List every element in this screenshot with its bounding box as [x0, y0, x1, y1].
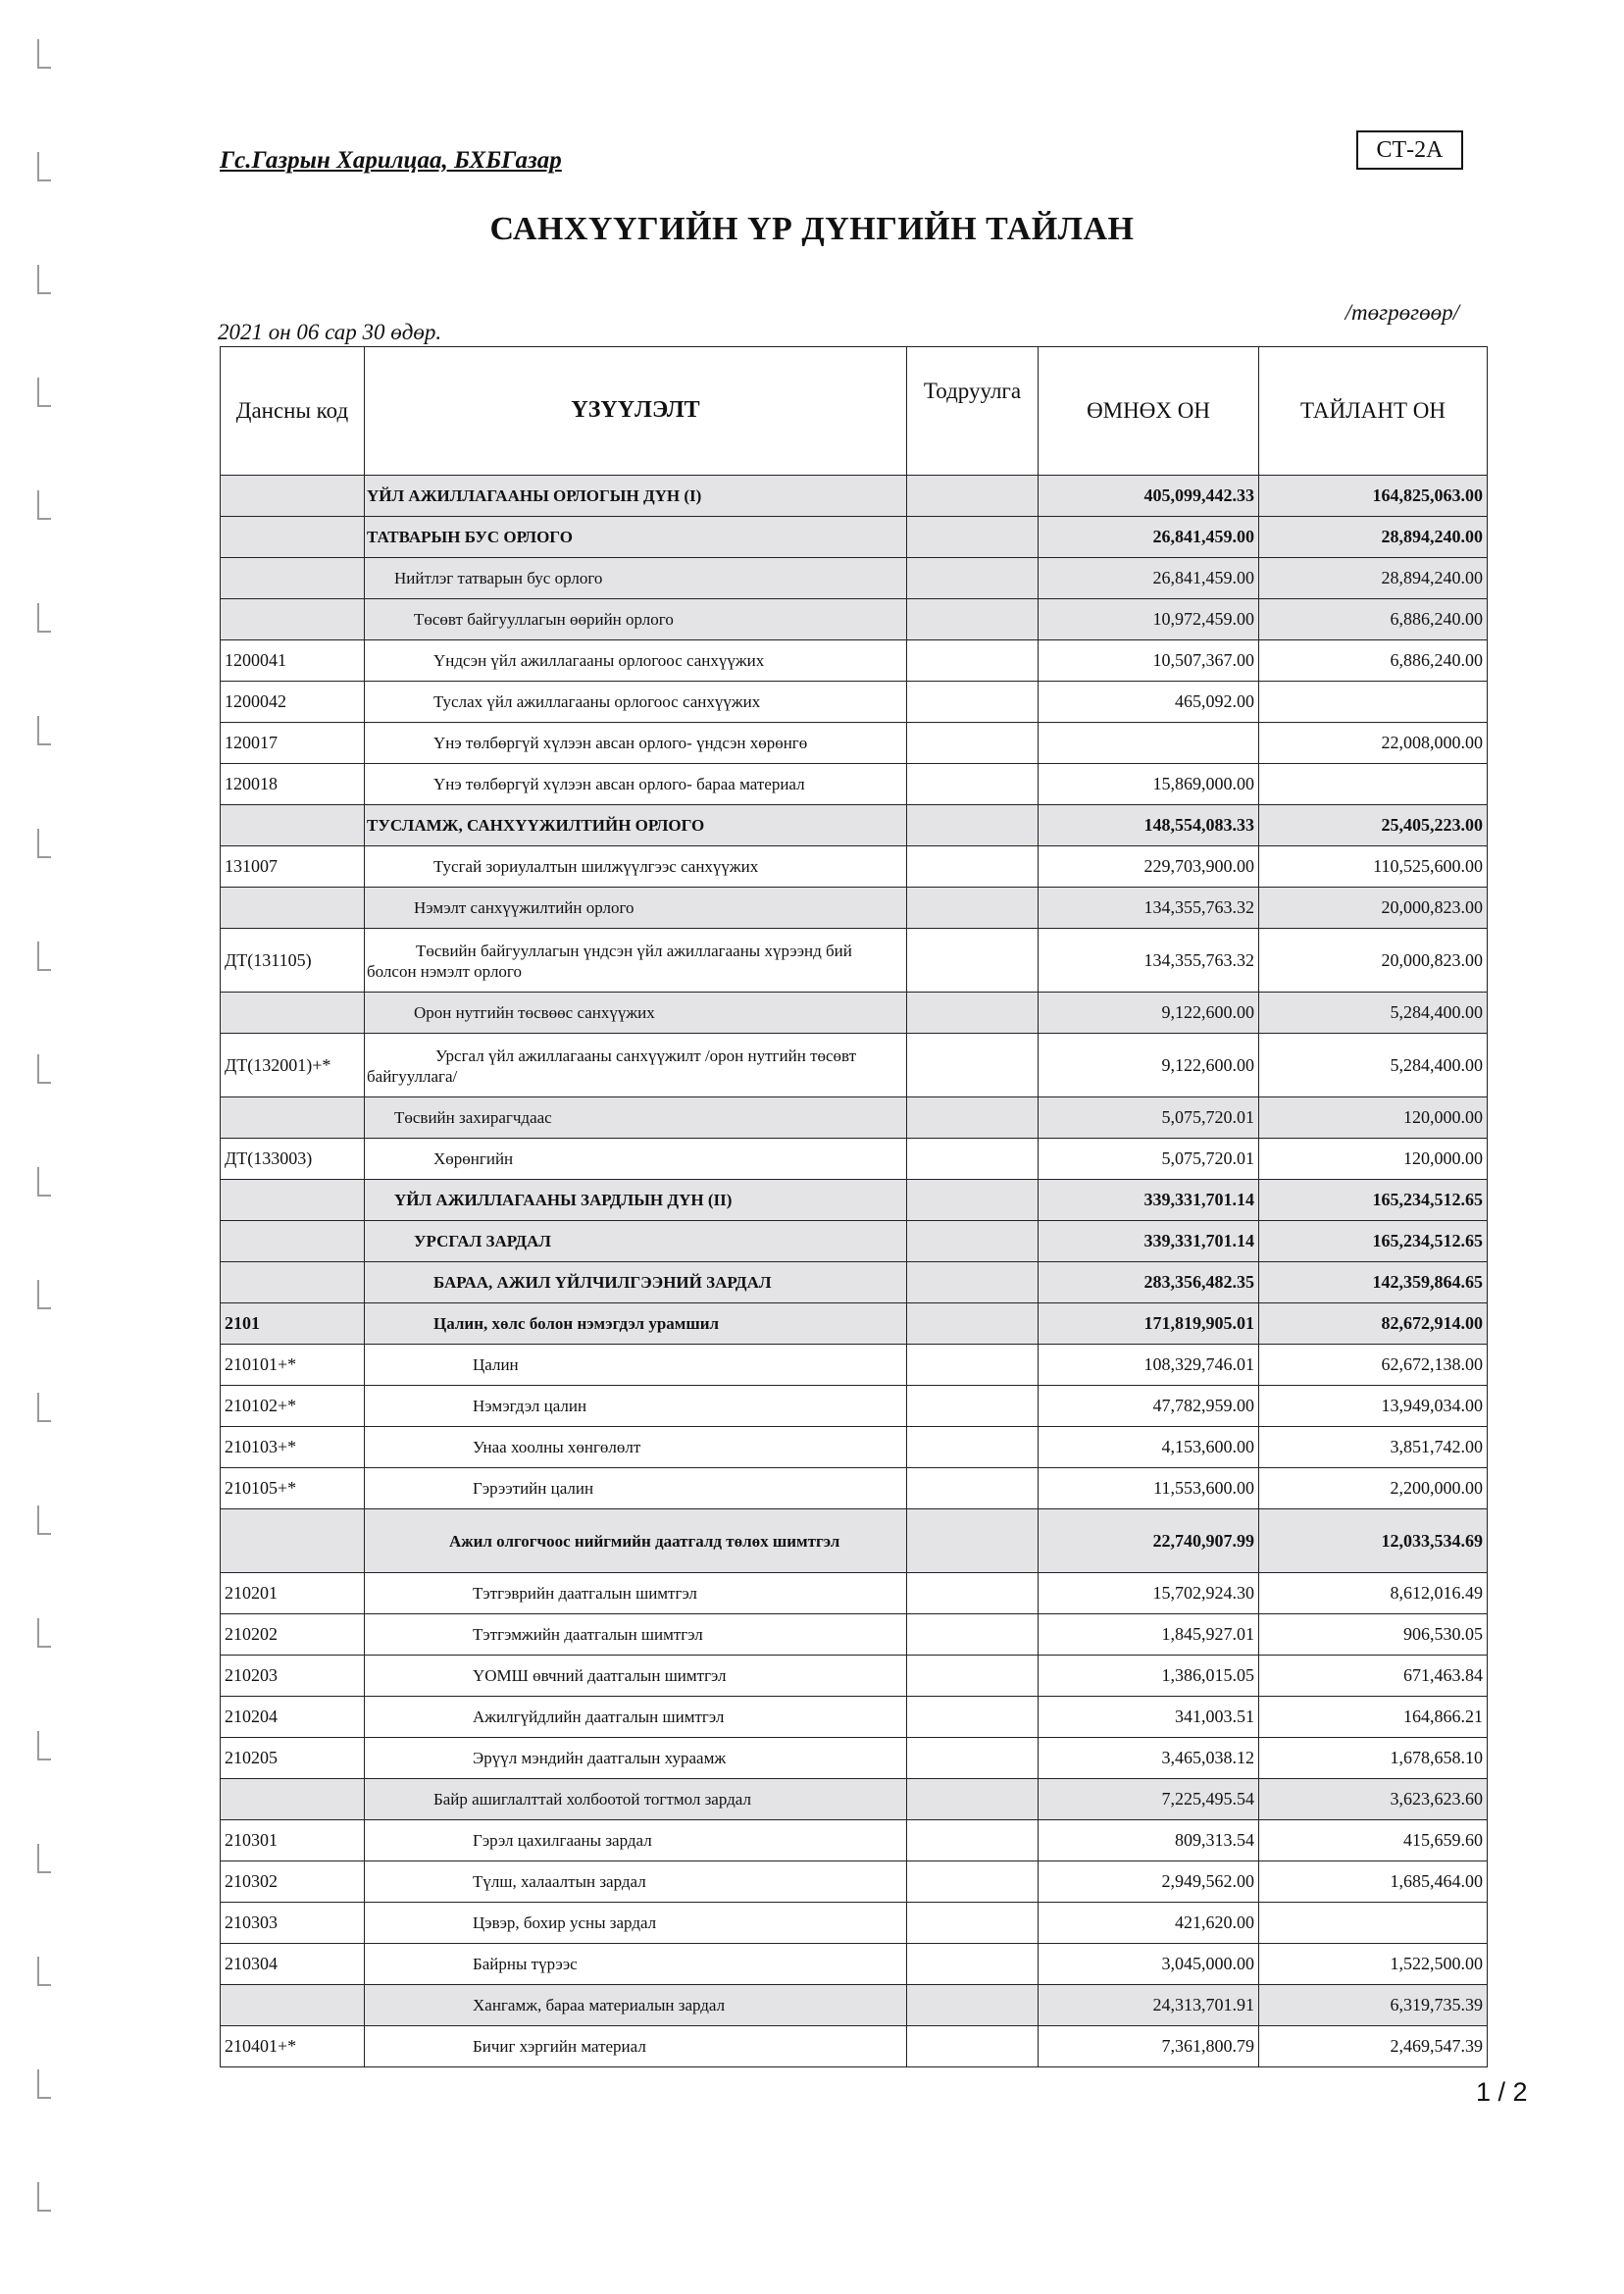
- row-current-value: 1,678,658.10: [1259, 1738, 1488, 1779]
- binder-mark: [37, 1280, 51, 1309]
- row-current-value: 906,530.05: [1259, 1614, 1488, 1656]
- row-note: [907, 1427, 1039, 1468]
- row-code: 1200041: [221, 640, 365, 682]
- table-row: [221, 682, 1488, 723]
- row-prior-value: 9,122,600.00: [1039, 993, 1259, 1034]
- row-prior-value: 421,620.00: [1039, 1903, 1259, 1944]
- row-note: [907, 1573, 1039, 1614]
- row-note: [907, 2026, 1039, 2067]
- row-prior-value: 809,313.54: [1039, 1820, 1259, 1861]
- row-code: 210302: [221, 1861, 365, 1903]
- table-row: [221, 888, 1488, 929]
- table-row: [221, 1820, 1488, 1861]
- row-note: [907, 1903, 1039, 1944]
- row-prior-value: 4,153,600.00: [1039, 1427, 1259, 1468]
- row-current-value: 5,284,400.00: [1259, 1034, 1488, 1097]
- row-note: [907, 1097, 1039, 1139]
- table-row: [221, 1656, 1488, 1697]
- row-code: [221, 1097, 365, 1139]
- row-description: БАРАА, АЖИЛ ҮЙЛЧИЛГЭЭНИЙ ЗАРДАЛ: [365, 1262, 907, 1303]
- row-note: [907, 1656, 1039, 1697]
- binder-mark: [37, 716, 51, 745]
- row-description: Нэмэгдэл цалин: [365, 1386, 907, 1427]
- table-row: [221, 1738, 1488, 1779]
- table-row: [221, 1779, 1488, 1820]
- table-row: [221, 846, 1488, 888]
- row-note: [907, 1509, 1039, 1573]
- row-description: Бичиг хэргийн материал: [365, 2026, 907, 2067]
- table-row: [221, 1180, 1488, 1221]
- row-description: Үнэ төлбөргүй хүлээн авсан орлого- үндсэн хөрөнгө: [365, 723, 907, 764]
- binder-mark: [37, 152, 51, 181]
- table-row: [221, 2026, 1488, 2067]
- report-title: САНХҮҮГИЙН ҮР ДҮНГИЙН ТАЙЛАН: [489, 211, 1135, 247]
- row-current-value: 2,469,547.39: [1259, 2026, 1488, 2067]
- row-note: [907, 1468, 1039, 1509]
- row-prior-value: 22,740,907.99: [1039, 1509, 1259, 1573]
- table-row: [221, 1861, 1488, 1903]
- table-row: [221, 1262, 1488, 1303]
- row-note: [907, 682, 1039, 723]
- form-code-box: СТ-2А: [1356, 130, 1463, 170]
- table-row: [221, 723, 1488, 764]
- row-note: [907, 1303, 1039, 1345]
- table-row: [221, 1944, 1488, 1985]
- row-prior-value: 339,331,701.14: [1039, 1180, 1259, 1221]
- row-description: Цэвэр, бохир усны зардал: [365, 1903, 907, 1944]
- row-code: 210103+*: [221, 1427, 365, 1468]
- row-description: УРСГАЛ ЗАРДАЛ: [365, 1221, 907, 1262]
- row-code: [221, 888, 365, 929]
- table-row: [221, 1573, 1488, 1614]
- row-code: [221, 1180, 365, 1221]
- row-prior-value: 5,075,720.01: [1039, 1097, 1259, 1139]
- binder-mark: [37, 829, 51, 858]
- table-row: [221, 1985, 1488, 2026]
- row-prior-value: 1,386,015.05: [1039, 1656, 1259, 1697]
- binder-mark: [37, 1844, 51, 1873]
- table-row: [221, 1509, 1488, 1573]
- row-current-value: 1,685,464.00: [1259, 1861, 1488, 1903]
- row-note: [907, 846, 1039, 888]
- row-code: [221, 1509, 365, 1573]
- row-code: 210205: [221, 1738, 365, 1779]
- row-code: [221, 1985, 365, 2026]
- row-code: ДТ(131105): [221, 929, 365, 993]
- row-description: Туслах үйл ажиллагааны орлогоос санхүүжих: [365, 682, 907, 723]
- row-prior-value: 339,331,701.14: [1039, 1221, 1259, 1262]
- row-code: 1200042: [221, 682, 365, 723]
- row-description: Төсвийн байгууллагын үндсэн үйл ажиллагааны хүрээнд бий болсон нэмэлт орлого: [365, 929, 907, 993]
- row-current-value: 28,894,240.00: [1259, 517, 1488, 558]
- row-code: 210301: [221, 1820, 365, 1861]
- row-note: [907, 1262, 1039, 1303]
- row-prior-value: 283,356,482.35: [1039, 1262, 1259, 1303]
- row-current-value: [1259, 1903, 1488, 1944]
- prior-year-header: ӨМНӨХ ОН: [1039, 347, 1259, 476]
- row-description: Ажилгүйдлийн даатгалын шимтгэл: [365, 1697, 907, 1738]
- row-description: Тэтгэврийн даатгалын шимтгэл: [365, 1573, 907, 1614]
- row-prior-value: 134,355,763.32: [1039, 929, 1259, 993]
- row-prior-value: 10,507,367.00: [1039, 640, 1259, 682]
- row-prior-value: 134,355,763.32: [1039, 888, 1259, 929]
- table-row: [221, 517, 1488, 558]
- row-current-value: 165,234,512.65: [1259, 1180, 1488, 1221]
- row-code: 131007: [221, 846, 365, 888]
- row-current-value: 6,886,240.00: [1259, 599, 1488, 640]
- page-number: 1 / 2: [1476, 2077, 1528, 2107]
- row-current-value: 20,000,823.00: [1259, 929, 1488, 993]
- row-code: [221, 558, 365, 599]
- row-current-value: 28,894,240.00: [1259, 558, 1488, 599]
- table-row: [221, 993, 1488, 1034]
- table-row: [221, 558, 1488, 599]
- row-code: [221, 1262, 365, 1303]
- row-prior-value: 15,702,924.30: [1039, 1573, 1259, 1614]
- binder-mark: [37, 1731, 51, 1760]
- row-description: Ажил олгогчоос нийгмийн даатгалд төлөх шимтгэл: [365, 1509, 907, 1573]
- table-row: [221, 640, 1488, 682]
- binder-mark: [37, 1957, 51, 1986]
- row-description: ҮОМШ өвчний даатгалын шимтгэл: [365, 1656, 907, 1697]
- row-description: Гэрээтийн цалин: [365, 1468, 907, 1509]
- binder-mark: [37, 1505, 51, 1535]
- row-prior-value: 465,092.00: [1039, 682, 1259, 723]
- row-description: Төсөвт байгууллагын өөрийн орлого: [365, 599, 907, 640]
- row-note: [907, 1034, 1039, 1097]
- organization-name: Гс.Газрын Харилцаа, БХБГазар: [220, 147, 562, 174]
- row-code: [221, 805, 365, 846]
- row-code: 210303: [221, 1903, 365, 1944]
- binder-mark: [37, 942, 51, 971]
- row-description: Байрны түрээс: [365, 1944, 907, 1985]
- row-description: Үндсэн үйл ажиллагааны орлогоос санхүүжих: [365, 640, 907, 682]
- row-note: [907, 1697, 1039, 1738]
- row-description: Орон нутгийн төсвөөс санхүүжих: [365, 993, 907, 1034]
- binder-mark: [37, 2069, 51, 2099]
- row-code: [221, 517, 365, 558]
- row-description: ҮЙЛ АЖИЛЛАГААНЫ ЗАРДЛЫН ДҮН (II): [365, 1180, 907, 1221]
- row-current-value: 22,008,000.00: [1259, 723, 1488, 764]
- row-description: Түлш, халаалтын зардал: [365, 1861, 907, 1903]
- row-prior-value: 24,313,701.91: [1039, 1985, 1259, 2026]
- row-current-value: 142,359,864.65: [1259, 1262, 1488, 1303]
- row-current-value: 415,659.60: [1259, 1820, 1488, 1861]
- row-note: [907, 1738, 1039, 1779]
- row-code: [221, 1779, 365, 1820]
- row-description: Хангамж, бараа материалын зардал: [365, 1985, 907, 2026]
- row-note: [907, 1180, 1039, 1221]
- row-code: 210202: [221, 1614, 365, 1656]
- row-current-value: 164,825,063.00: [1259, 476, 1488, 517]
- row-prior-value: 15,869,000.00: [1039, 764, 1259, 805]
- row-description: Нийтлэг татварын бус орлого: [365, 558, 907, 599]
- row-description: Тэтгэмжийн даатгалын шимтгэл: [365, 1614, 907, 1656]
- row-prior-value: 2,949,562.00: [1039, 1861, 1259, 1903]
- binder-mark: [37, 39, 51, 69]
- table-header-row: [221, 347, 1488, 476]
- row-prior-value: 108,329,746.01: [1039, 1345, 1259, 1386]
- row-code: 210304: [221, 1944, 365, 1985]
- row-note: [907, 1985, 1039, 2026]
- row-current-value: 165,234,512.65: [1259, 1221, 1488, 1262]
- row-note: [907, 476, 1039, 517]
- table-row: [221, 929, 1488, 993]
- row-prior-value: 405,099,442.33: [1039, 476, 1259, 517]
- row-description: ҮЙЛ АЖИЛЛАГААНЫ ОРЛОГЫН ДҮН (I): [365, 476, 907, 517]
- binder-mark: [37, 1054, 51, 1084]
- row-code: 210105+*: [221, 1468, 365, 1509]
- row-description: Цалин, хөлс болон нэмэгдэл урамшил: [365, 1303, 907, 1345]
- current-year-header: ТАЙЛАНТ ОН: [1259, 347, 1488, 476]
- row-note: [907, 1221, 1039, 1262]
- row-prior-value: 229,703,900.00: [1039, 846, 1259, 888]
- row-note: [907, 640, 1039, 682]
- row-current-value: 13,949,034.00: [1259, 1386, 1488, 1427]
- row-code: 210203: [221, 1656, 365, 1697]
- row-description: Урсгал үйл ажиллагааны санхүүжилт /орон нутгийн төсөвт байгууллага/: [365, 1034, 907, 1097]
- row-note: [907, 993, 1039, 1034]
- row-code: 120017: [221, 723, 365, 764]
- row-code: 210102+*: [221, 1386, 365, 1427]
- row-prior-value: 3,465,038.12: [1039, 1738, 1259, 1779]
- report-date: 2021 он 06 сар 30 өдөр.: [218, 320, 442, 344]
- row-note: [907, 558, 1039, 599]
- row-current-value: 1,522,500.00: [1259, 1944, 1488, 1985]
- table-row: [221, 1427, 1488, 1468]
- row-note: [907, 1820, 1039, 1861]
- table-row: [221, 1468, 1488, 1509]
- row-prior-value: 341,003.51: [1039, 1697, 1259, 1738]
- account-code-header: Дансны код: [221, 347, 365, 476]
- row-prior-value: 5,075,720.01: [1039, 1139, 1259, 1180]
- row-note: [907, 1614, 1039, 1656]
- binder-mark: [37, 2182, 51, 2212]
- row-prior-value: 47,782,959.00: [1039, 1386, 1259, 1427]
- row-code: [221, 476, 365, 517]
- row-note: [907, 805, 1039, 846]
- row-current-value: 120,000.00: [1259, 1139, 1488, 1180]
- row-current-value: 8,612,016.49: [1259, 1573, 1488, 1614]
- binder-mark: [37, 1618, 51, 1648]
- row-current-value: 5,284,400.00: [1259, 993, 1488, 1034]
- binder-mark: [37, 1167, 51, 1197]
- row-prior-value: 3,045,000.00: [1039, 1944, 1259, 1985]
- table-row: [221, 1386, 1488, 1427]
- row-current-value: 3,623,623.60: [1259, 1779, 1488, 1820]
- row-current-value: 25,405,223.00: [1259, 805, 1488, 846]
- row-code: ДТ(132001)+*: [221, 1034, 365, 1097]
- row-code: ДТ(133003): [221, 1139, 365, 1180]
- binder-mark: [37, 603, 51, 633]
- row-code: [221, 1221, 365, 1262]
- row-code: 2101: [221, 1303, 365, 1345]
- row-current-value: 2,200,000.00: [1259, 1468, 1488, 1509]
- row-note: [907, 1345, 1039, 1386]
- row-current-value: 82,672,914.00: [1259, 1303, 1488, 1345]
- table-row: [221, 1097, 1488, 1139]
- row-description: ТАТВАРЫН БУС ОРЛОГО: [365, 517, 907, 558]
- row-current-value: 3,851,742.00: [1259, 1427, 1488, 1468]
- row-note: [907, 1139, 1039, 1180]
- row-description: Хөрөнгийн: [365, 1139, 907, 1180]
- row-prior-value: 26,841,459.00: [1039, 517, 1259, 558]
- row-description: Унаа хоолны хөнгөлөлт: [365, 1427, 907, 1468]
- row-description: Эрүүл мэндийн даатгалын хураамж: [365, 1738, 907, 1779]
- currency-unit: /төгрөгөөр/: [1345, 300, 1459, 325]
- row-code: [221, 599, 365, 640]
- row-code: 210401+*: [221, 2026, 365, 2067]
- note-header: Тодруулга: [907, 347, 1039, 476]
- row-prior-value: 171,819,905.01: [1039, 1303, 1259, 1345]
- row-current-value: 671,463.84: [1259, 1656, 1488, 1697]
- row-note: [907, 888, 1039, 929]
- row-description: ТУСЛАМЖ, САНХҮҮЖИЛТИЙН ОРЛОГО: [365, 805, 907, 846]
- row-note: [907, 764, 1039, 805]
- table-row: [221, 1903, 1488, 1944]
- table-row: [221, 1221, 1488, 1262]
- row-code: 210101+*: [221, 1345, 365, 1386]
- binder-hole-marks: [37, 39, 61, 2275]
- table-row: [221, 1345, 1488, 1386]
- table-row: [221, 1303, 1488, 1345]
- table-row: [221, 1697, 1488, 1738]
- binder-mark: [37, 378, 51, 407]
- row-note: [907, 1944, 1039, 1985]
- row-note: [907, 929, 1039, 993]
- table-row: [221, 1139, 1488, 1180]
- row-description: Гэрэл цахилгааны зардал: [365, 1820, 907, 1861]
- table-row: [221, 764, 1488, 805]
- row-current-value: 110,525,600.00: [1259, 846, 1488, 888]
- row-current-value: [1259, 682, 1488, 723]
- row-note: [907, 517, 1039, 558]
- row-note: [907, 1386, 1039, 1427]
- row-note: [907, 1779, 1039, 1820]
- table-row: [221, 1034, 1488, 1097]
- binder-mark: [37, 490, 51, 520]
- row-current-value: 6,319,735.39: [1259, 1985, 1488, 2026]
- row-prior-value: 26,841,459.00: [1039, 558, 1259, 599]
- row-description: Байр ашиглалттай холбоотой тогтмол зардал: [365, 1779, 907, 1820]
- row-note: [907, 599, 1039, 640]
- financial-results-table: [220, 346, 1488, 2067]
- row-prior-value: 7,361,800.79: [1039, 2026, 1259, 2067]
- row-note: [907, 1861, 1039, 1903]
- row-code: [221, 993, 365, 1034]
- row-current-value: 120,000.00: [1259, 1097, 1488, 1139]
- binder-mark: [37, 1393, 51, 1422]
- row-description: Цалин: [365, 1345, 907, 1386]
- row-prior-value: 148,554,083.33: [1039, 805, 1259, 846]
- row-prior-value: 7,225,495.54: [1039, 1779, 1259, 1820]
- row-prior-value: 11,553,600.00: [1039, 1468, 1259, 1509]
- row-current-value: [1259, 764, 1488, 805]
- table-row: [221, 599, 1488, 640]
- row-current-value: 62,672,138.00: [1259, 1345, 1488, 1386]
- row-current-value: 164,866.21: [1259, 1697, 1488, 1738]
- row-prior-value: 10,972,459.00: [1039, 599, 1259, 640]
- row-current-value: 6,886,240.00: [1259, 640, 1488, 682]
- row-current-value: 12,033,534.69: [1259, 1509, 1488, 1573]
- row-description: Нэмэлт санхүүжилтийн орлого: [365, 888, 907, 929]
- binder-mark: [37, 265, 51, 294]
- row-code: 210201: [221, 1573, 365, 1614]
- row-description: Тусгай зориулалтын шилжүүлгээс санхүүжих: [365, 846, 907, 888]
- table-row: [221, 805, 1488, 846]
- row-note: [907, 723, 1039, 764]
- row-prior-value: 1,845,927.01: [1039, 1614, 1259, 1656]
- row-description: Төсвийн захирагчдаас: [365, 1097, 907, 1139]
- row-code: 210204: [221, 1697, 365, 1738]
- row-code: 120018: [221, 764, 365, 805]
- table-row: [221, 1614, 1488, 1656]
- row-current-value: 20,000,823.00: [1259, 888, 1488, 929]
- row-prior-value: [1039, 723, 1259, 764]
- description-header: ҮЗҮҮЛЭЛТ: [365, 347, 907, 476]
- row-prior-value: 9,122,600.00: [1039, 1034, 1259, 1097]
- row-description: Үнэ төлбөргүй хүлээн авсан орлого- бараа материал: [365, 764, 907, 805]
- table-row: [221, 476, 1488, 517]
